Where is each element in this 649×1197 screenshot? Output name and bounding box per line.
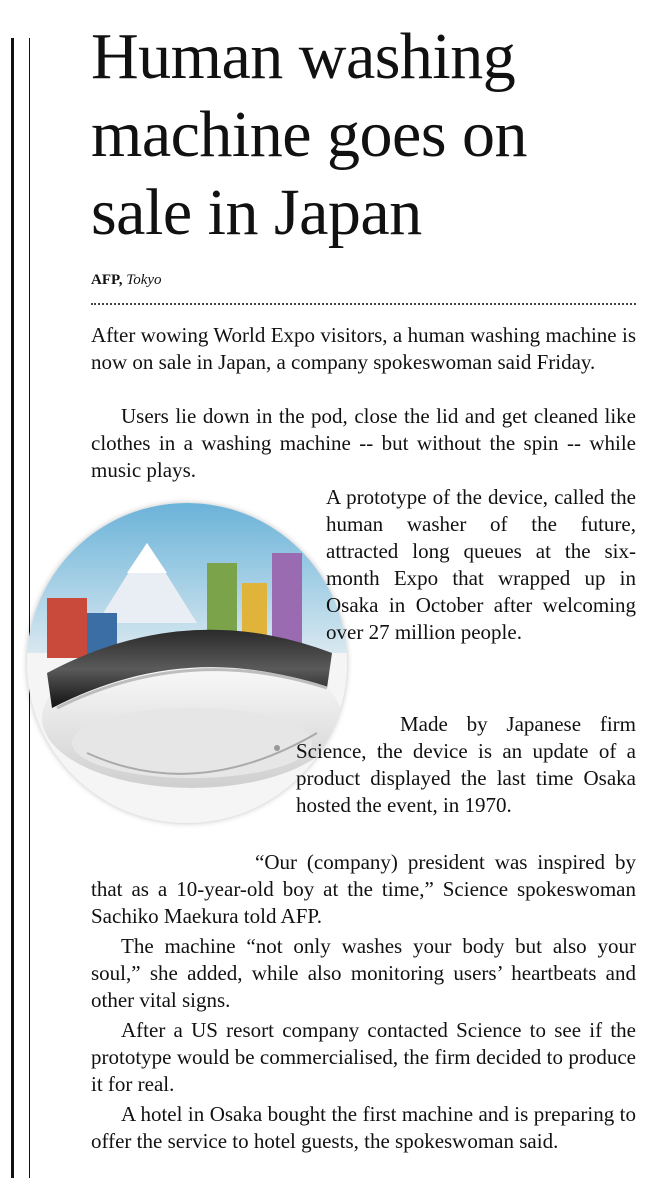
paragraph-5: “Our (company) president was inspired by that as a 10-year-old boy at the time,” Science spokeswoman Sachiko Maekura told AFP.: [91, 850, 636, 928]
dotted-divider: [91, 303, 636, 305]
headline: Human washing machine goes on sale in Japan: [91, 20, 528, 249]
paragraph-4: Made by Japanese firm Science, the device is an update of a product displayed the last time Osaka hosted the event, in 1970.: [296, 712, 636, 817]
paragraph-6: The machine “not only washes your body but also your soul,” she added, while also monitoring users’ heartbeats and other vital signs.: [91, 934, 636, 1012]
agency: AFP,: [91, 272, 123, 288]
paragraph-2: Users lie down in the pod, close the lid and get cleaned like clothes in a washing machine -- but without the spin -- while music plays.: [91, 404, 636, 482]
paragraph-1: After wowing World Expo visitors, a human washing machine is now on sale in Japan, a company spokeswoman said Friday.: [91, 323, 636, 374]
paragraph-8: A hotel in Osaka bought the first machine and is preparing to offer the service to hotel guests, the spokeswoman said.: [91, 1102, 636, 1153]
paragraph-3: A prototype of the device, called the human washer of the future, attracted long queues at the six-month Expo that wrapped up in Osaka in October after welcoming over 27 million people.: [326, 485, 636, 644]
city: Tokyo: [126, 272, 162, 288]
paragraph-7: After a US resort company contacted Science to see if the prototype would be commercialised, the firm decided to produce it for real.: [91, 1018, 636, 1096]
dateline: [91, 272, 162, 289]
column-rule-thin: [29, 38, 30, 1178]
column-rule: [11, 38, 14, 1178]
